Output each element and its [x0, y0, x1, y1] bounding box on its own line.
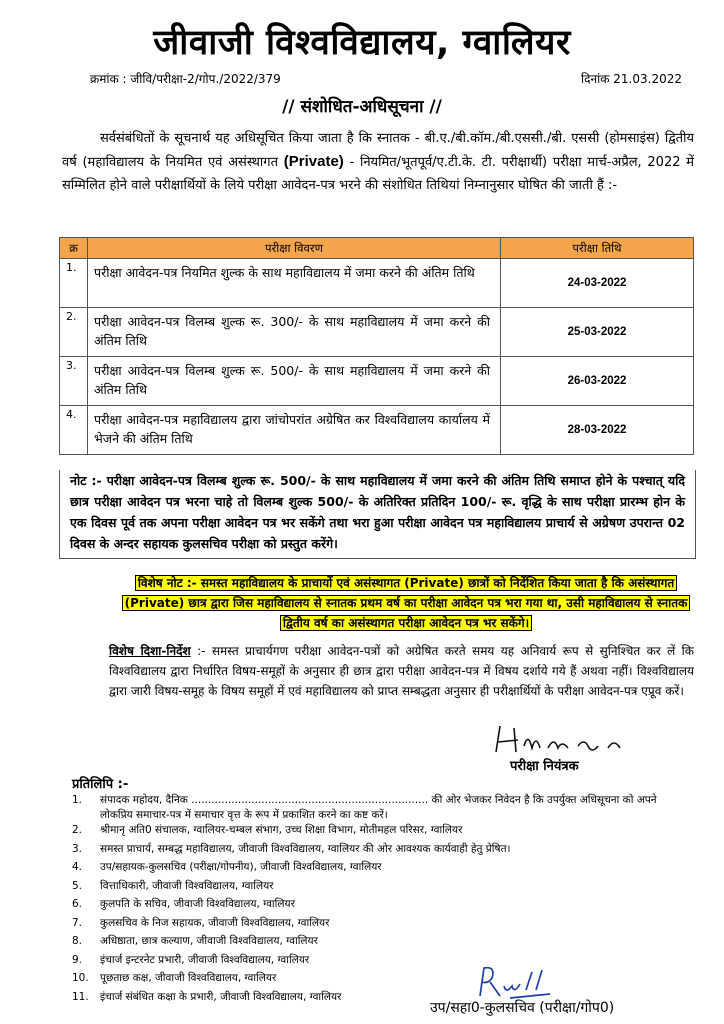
list-item-text: कुलपति के सचिव, जीवाजी विश्वविद्यालय, ग्वालियर	[100, 898, 295, 910]
list-item	[72, 823, 692, 838]
list-item-text: श्रीमानृ अति0 संचालक, ग्वालियर-चम्बल संभाग, उच्च शिक्षा विभाग, मोतीमहल परिसर, ग्वालियर	[100, 824, 463, 836]
deputy-registrar-designation: उप/सहा0-कुलसचिव (परीक्षा/गोप0)	[430, 1000, 615, 1016]
list-item	[72, 934, 692, 949]
notification-title: // संशोधित-अधिसूचना //	[282, 97, 442, 117]
list-item-number: 11.	[72, 990, 89, 1003]
list-item-number: 8.	[72, 935, 83, 947]
list-item-number: 5.	[72, 879, 83, 892]
university-title: जीवाजी विश्वविद्यालय, ग्वालियर	[153, 23, 571, 63]
list-item-number: 4.	[72, 861, 83, 873]
list-item	[72, 916, 692, 931]
list-item-number: 9.	[72, 953, 83, 966]
list-item-text: पूछताछ कक्ष, जीवाजी विश्वविद्यालय, ग्वालियर	[100, 972, 277, 984]
list-item-number: 3.	[72, 842, 83, 855]
copy-to-title: प्रतिलिपि :-	[72, 777, 129, 792]
row-serial: 3.	[60, 357, 88, 406]
table-row	[60, 357, 694, 406]
row-date: 24-03-2022	[501, 259, 694, 308]
intro-text-after: - नियमित/भूतपूर्व/ए.टी.के. टी. परीक्षार्थी) परीक्षा मार्च-अप्रैल, 2022 में सम्मिलित होने वाले परीक्षार्थियों के लिये परीक्षा आवेदन-पत्र भरने की संशोधित तिथियां निम्नानुसार घोषित की जाती हैं :-	[62, 155, 694, 193]
list-item-text: इंचार्ज इन्टरनेट प्रभारी, जीवाजी विश्वविद्यालय, ग्वालियर	[100, 953, 310, 966]
row-description: परीक्षा आवेदन-पत्र विलम्ब शुल्क रू. 500/- के साथ महाविद्यालय में जमा करने की अंतिम तिथि	[88, 357, 501, 406]
list-item	[72, 842, 692, 857]
list-item	[72, 793, 692, 822]
row-description: परीक्षा आवेदन-पत्र विलम्ब शुल्क रू. 300/- के साथ महाविद्यालय में जमा करने की अंतिम तिथि	[88, 308, 501, 357]
list-item	[72, 897, 692, 912]
header-date: परीक्षा तिथि	[501, 238, 694, 259]
list-item	[72, 860, 692, 875]
notification-date: दिनांक 21.03.2022	[581, 72, 682, 86]
row-description: परीक्षा आवेदन-पत्र नियमित शुल्क के साथ महाविद्यालय में जमा करने की अंतिम तिथि	[88, 259, 501, 308]
schedule-table	[59, 237, 694, 455]
list-item-number: 7.	[72, 916, 83, 929]
list-item	[72, 953, 692, 968]
row-date: 26-03-2022	[501, 357, 694, 406]
table-row	[60, 406, 694, 455]
list-item-number: 10.	[72, 972, 89, 984]
list-item-text: अधिष्ठाता, छात्र कल्याण, जीवाजी विश्वविद्यालय, ग्वालियर	[100, 935, 318, 947]
intro-text-before: सर्वसंबंधितों के सूचनार्थ यह अधिसूचित किया जाता है कि स्नातक - बी.ए./बी.कॉम./बी.एससी./बी. एससी (होमसाइंस) द्वितीय वर्ष (महाविद्यालय के नियमित एवं असंस्थागत	[62, 131, 694, 170]
list-item	[72, 879, 692, 894]
row-serial: 2.	[60, 308, 88, 357]
row-description: परीक्षा आवेदन-पत्र महाविद्यालय द्वारा जांचोपरांत अग्रेषित कर विश्वविद्यालय कार्यालय में भेजने की अंतिम तिथि	[88, 406, 501, 455]
intro-paragraph	[62, 127, 694, 197]
list-item-number: 6.	[72, 898, 83, 910]
header-serial: क्र	[60, 238, 88, 259]
table-row	[60, 259, 694, 308]
deputy-registrar-signature	[470, 962, 560, 1002]
list-item-text: वित्ताधिकारी, जीवाजी विश्वविद्यालय, ग्वालियर	[100, 879, 274, 892]
table-row	[60, 308, 694, 357]
row-serial: 1.	[60, 259, 88, 308]
list-item-number: 1.	[72, 794, 83, 806]
header-description: परीक्षा विवरण	[88, 238, 501, 259]
directive-text: :- समस्त प्राचार्यगण परीक्षा आवेदन-पत्रों को अग्रेषित करते समय यह अनिवार्य रूप से सुनिश्चित कर लें कि विश्वविद्यालय द्वारा निर्धारित विषय-समूहों के अनुसार ही छात्र द्वारा परीक्षा आवेदन-पत्र में विषय दर्शाये गये हैं अथवा नहीं। विश्वविद्यालय द्वारा जारी विषय-समूह के विषय समूहों में एवं महाविद्यालय को प्राप्त सम्बद्धता अनुसार ही परीक्षार्थियों के परीक्षा आवेदन-पत्र एप्रूव करें।	[109, 644, 694, 698]
late-fee-note: नोट :- परीक्षा आवेदन-पत्र विलम्ब शुल्क रू. 500/- के साथ महाविद्यालय में जमा करने की अंतिम तिथि समाप्त होने के पश्चात् यदि छात्र परीक्षा आवेदन पत्र भरना चाहे तो विलम्ब शुल्क 500/- के अतिरिक्त प्रतिदिन 100/- रू. वृद्धि के साथ परीक्षा प्रारम्भ होन के एक दिवस पूर्व तक अपना परीक्षा आवेदन पत्र भर सकेंगे तथा भरा हुआ परीक्षा आवेदन पत्र महाविद्यालय प्राचार्य से अग्रेषण उपरान्त 02 दिवस के अन्दर सहायक कुलसचिव परीक्षा को प्रस्तुत करेंगे।	[59, 470, 696, 559]
list-item-text: संपादक महोदय, दैनिक ....................................................................... की ओर भेजकर निवेदन है कि उपर्युक्त अधिसूचना को अपने लोकप्रिय समाचार-पत्र में समाचार वृत्त के रूप में प्रकाशित करने का कष्ट करें।	[100, 794, 657, 821]
list-item-text: कुलसचिव के निज सहायक, जीवाजी विश्वविद्यालय, ग्वालियर	[100, 916, 330, 929]
row-serial: 4.	[60, 406, 88, 455]
special-note-highlight: विशेष नोट :- समस्त महाविद्यालय के प्राचार्यो एवं असंस्थागत (Private) छात्रों को निर्देशित किया जाता है कि असंस्थागत (Private) छात्र द्वारा जिस महाविद्यालय से स्नातक प्रथम वर्ष का परीक्षा आवेदन पत्र भरा गया था, उसी महाविद्यालय से स्नातक द्वितीय वर्ष का असंस्थागत परीक्षा आवेदन पत्र भर सकेंगे।	[122, 575, 691, 631]
list-item-text: समस्त प्राचार्य, सम्बद्ध महाविद्यालय, जीवाजी विश्वविद्यालय, ग्वालियर की ओर आवश्यक कार्यवाही हेतु प्रेषित।	[100, 842, 511, 855]
copy-to-list	[72, 793, 692, 1008]
special-directive	[109, 641, 694, 701]
row-date: 25-03-2022	[501, 308, 694, 357]
intro-text-bold: (Private)	[283, 153, 344, 170]
schedule-header-row	[60, 238, 694, 259]
directive-label: विशेष दिशा-निर्देश	[109, 644, 191, 658]
list-item	[72, 971, 692, 986]
list-item-number: 2.	[72, 824, 83, 836]
reference-number: क्रमांक : जीवि/परीक्षा-2/गोप./2022/379	[90, 72, 281, 86]
row-date: 28-03-2022	[501, 406, 694, 455]
special-note	[113, 573, 699, 633]
list-item-text: इंचार्ज संबंधित कक्षा के प्रभारी, जीवाजी विश्वविद्यालय, ग्वालियर	[100, 990, 342, 1003]
controller-designation: परीक्षा नियंत्रक	[510, 759, 579, 774]
list-item-text: उप/सहायक-कुलसचिव (परीक्षा/गोपनीय), जीवाजी विश्वविद्यालय, ग्वालियर	[100, 861, 382, 873]
